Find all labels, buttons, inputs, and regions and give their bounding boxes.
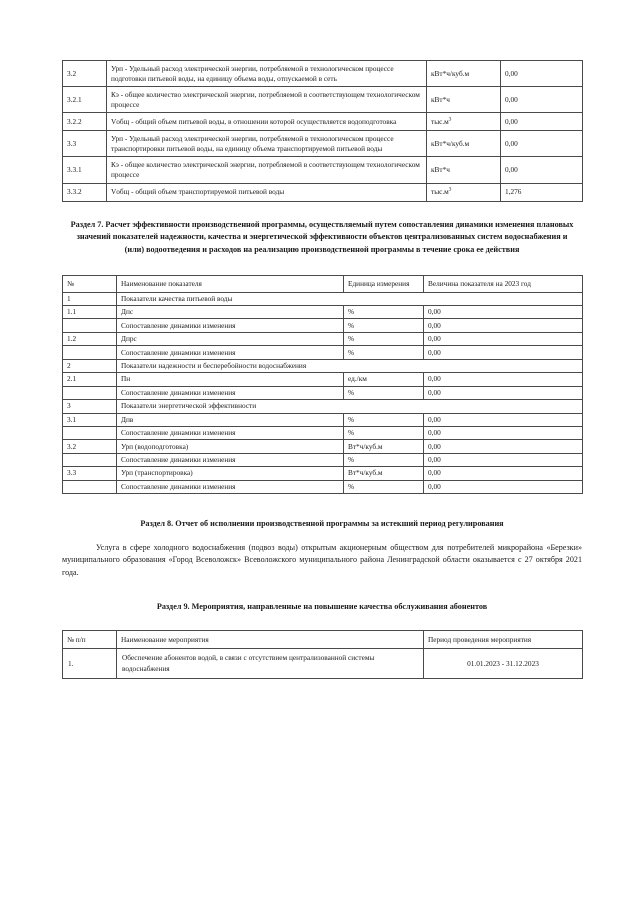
indicator-name-cell: Vобщ - общий объем питьевой воды, в отношении которой осуществляется водоподготовка (107, 113, 427, 131)
measure-name-cell: Обеспечение абонентов водой, в связи с отсутствием централизованной системы водоснабжения (117, 649, 424, 679)
indicator-name-cell: Сопоставление динамики изменения (117, 386, 344, 399)
table-row (63, 131, 583, 157)
table-row (63, 453, 583, 466)
indicator-name-cell: Сопоставление динамики изменения (117, 453, 344, 466)
header-number: № (63, 275, 117, 292)
header-indicator: Наименование показателя (117, 275, 344, 292)
section-8-heading: Раздел 8. Отчет об исполнении производственной программы за истекший период регулирования (140, 519, 504, 529)
section-9-heading: Раздел 9. Мероприятия, направленные на повышение качества обслуживания абонентов (156, 602, 488, 612)
table-row (63, 413, 583, 426)
header-value-2023: Величина показателя на 2023 год (424, 275, 583, 292)
value-cell: 0,00 (501, 157, 583, 183)
measure-period-cell: 01.01.2023 - 31.12.2023 (424, 649, 583, 679)
value-cell: 0,00 (424, 426, 583, 439)
value-cell: 0,00 (501, 87, 583, 113)
unit-text: кВт*ч/куб.м (431, 68, 470, 78)
unit-cell: ед./км (344, 373, 424, 386)
group-title-cell: Показатели качества питьевой воды (117, 292, 583, 305)
indicator-name-cell: Кэ - общее количество электрической энергии, потребляемой в соответствующем технологическом процессе (107, 157, 427, 183)
value-cell: 0,00 (501, 113, 583, 131)
indicator-name-cell: Vобщ - общий объем транспортируемой питьевой воды (107, 183, 427, 201)
row-number-cell: 1.2 (63, 332, 117, 345)
row-number-cell: 3.3 (63, 131, 107, 157)
unit-cell (427, 87, 501, 113)
row-number-cell (63, 426, 117, 439)
energy-indicators-table (62, 60, 583, 202)
row-number-cell: 2.1 (63, 373, 117, 386)
section-7 (62, 219, 582, 257)
table-row (63, 292, 583, 305)
indicator-name-cell: Урп - Удельный расход электрической энергии, потребляемой в технологическом процессе подготовки питьевой воды, на единицу объема воды, отпускаемой в сеть (107, 61, 427, 87)
table-row (63, 157, 583, 183)
table-row (63, 440, 583, 453)
unit-text: кВт*ч (431, 94, 450, 104)
service-quality-measures-table (62, 630, 583, 679)
value-cell: 0,00 (501, 131, 583, 157)
table-row (63, 386, 583, 399)
row-number-cell: 3.3 (63, 467, 117, 480)
indicator-name-cell: Дпс (117, 306, 344, 319)
section-8-paragraph: Услуга в сфере холодного водоснабжения (подвоз воды) открытым акционерным обществом для потребителей микрорайона «Березки» муниципального образования «Город Всеволожск» Всеволожского муниципального района Ленинградской области оказывается с 27 октября 2021 года. (62, 542, 582, 577)
value-cell: 0,00 (424, 453, 583, 466)
row-number-cell: 3.2 (63, 440, 117, 453)
table-row (63, 319, 583, 332)
table-row (63, 332, 583, 345)
efficiency-table-head (63, 275, 583, 292)
header-row-number: № п/п (63, 631, 117, 649)
indicator-name-cell: Урп (транспортировка) (117, 467, 344, 480)
value-cell: 0,00 (424, 306, 583, 319)
row-number-cell: 2 (63, 359, 117, 372)
value-cell: 0,00 (424, 386, 583, 399)
value-cell: 0,00 (424, 346, 583, 359)
group-title-cell: Показатели энергетической эффективности (117, 400, 583, 413)
group-title-cell: Показатели надежности и бесперебойности водоснабжения (117, 359, 583, 372)
table-row (63, 649, 583, 679)
value-cell: 1,276 (501, 183, 583, 201)
unit-cell (427, 157, 501, 183)
table-row (63, 306, 583, 319)
table-row (63, 346, 583, 359)
section-9 (62, 601, 582, 614)
unit-text: тыс.м (431, 116, 449, 126)
value-cell: 0,00 (501, 61, 583, 87)
indicator-name-cell: Кэ - общее количество электрической энергии, потребляемой в соответствующем технологическом процессе (107, 87, 427, 113)
indicator-name-cell: Сопоставление динамики изменения (117, 480, 344, 493)
unit-superscript: 3 (448, 116, 452, 123)
indicator-name-cell: Урп (водоподготовка) (117, 440, 344, 453)
unit-superscript: 3 (448, 186, 452, 193)
unit-cell: % (344, 332, 424, 345)
value-cell: 0,00 (424, 480, 583, 493)
unit-cell: Вт*ч/куб.м (344, 467, 424, 480)
row-number-cell (63, 319, 117, 332)
table-row (63, 480, 583, 493)
unit-cell: % (344, 319, 424, 332)
unit-cell: % (344, 413, 424, 426)
unit-text: кВт*ч (431, 164, 450, 174)
table-row (63, 426, 583, 439)
indicator-name-cell: Сопоставление динамики изменения (117, 426, 344, 439)
table-row (63, 183, 583, 201)
row-number-cell: 1 (63, 292, 117, 305)
table-row (63, 400, 583, 413)
unit-cell: % (344, 306, 424, 319)
value-cell: 0,00 (424, 467, 583, 480)
section-7-heading: Раздел 7. Расчет эффективности производственной программы, осуществляемый путем сопоставления динамики изменения плановых значений показателей надежности, качества и энергетической эффективности объектов централизованных систем водоснабжения и (или) водоотведения и расходов на реализацию производственной программы в течение срока ее действия (70, 219, 574, 254)
value-cell: 0,00 (424, 440, 583, 453)
indicator-name-cell: Сопоставление динамики изменения (117, 346, 344, 359)
table-row (63, 113, 583, 131)
unit-cell (427, 131, 501, 157)
unit-cell: % (344, 480, 424, 493)
row-number-cell: 3.3.2 (63, 183, 107, 201)
indicator-name-cell: Дпв (117, 413, 344, 426)
indicator-name-cell: Пн (117, 373, 344, 386)
row-number-cell: 3.2.1 (63, 87, 107, 113)
energy-indicators-body (63, 61, 583, 202)
value-cell: 0,00 (424, 373, 583, 386)
row-number-cell (63, 346, 117, 359)
header-measure: Наименование мероприятия (117, 631, 424, 649)
table-header-row (63, 275, 583, 292)
measures-table-head (63, 631, 583, 649)
section-8 (62, 518, 582, 579)
row-number-cell: 1. (63, 649, 117, 679)
unit-cell (427, 113, 501, 131)
unit-cell: % (344, 346, 424, 359)
table-row (63, 61, 583, 87)
table-row (63, 359, 583, 372)
unit-cell: Вт*ч/куб.м (344, 440, 424, 453)
row-number-cell: 3.2 (63, 61, 107, 87)
unit-cell (427, 61, 501, 87)
table-header-row (63, 631, 583, 649)
row-number-cell (63, 480, 117, 493)
row-number-cell: 3.2.2 (63, 113, 107, 131)
indicator-name-cell: Дпрс (117, 332, 344, 345)
efficiency-table-body (63, 292, 583, 494)
unit-text: кВт*ч/куб.м (431, 138, 470, 148)
row-number-cell (63, 386, 117, 399)
efficiency-calculation-table (62, 275, 583, 495)
row-number-cell (63, 453, 117, 466)
value-cell: 0,00 (424, 413, 583, 426)
measures-table-body (63, 649, 583, 679)
value-cell: 0,00 (424, 332, 583, 345)
table-row (63, 373, 583, 386)
row-number-cell: 1.1 (63, 306, 117, 319)
unit-cell: % (344, 453, 424, 466)
row-number-cell: 3 (63, 400, 117, 413)
row-number-cell: 3.3.1 (63, 157, 107, 183)
unit-text: тыс.м (431, 186, 449, 196)
indicator-name-cell: Сопоставление динамики изменения (117, 319, 344, 332)
header-unit: Единица измерения (344, 275, 424, 292)
unit-cell (427, 183, 501, 201)
unit-cell: % (344, 426, 424, 439)
table-row (63, 467, 583, 480)
indicator-name-cell: Урп - Удельный расход электрической энергии, потребляемой в технологическом процессе транспортировки питьевой воды, на единицу объема транспортируемой питьевой воды (107, 131, 427, 157)
table-row (63, 87, 583, 113)
value-cell: 0,00 (424, 319, 583, 332)
header-period: Период проведения мероприятия (424, 631, 583, 649)
unit-cell: % (344, 386, 424, 399)
row-number-cell: 3.1 (63, 413, 117, 426)
